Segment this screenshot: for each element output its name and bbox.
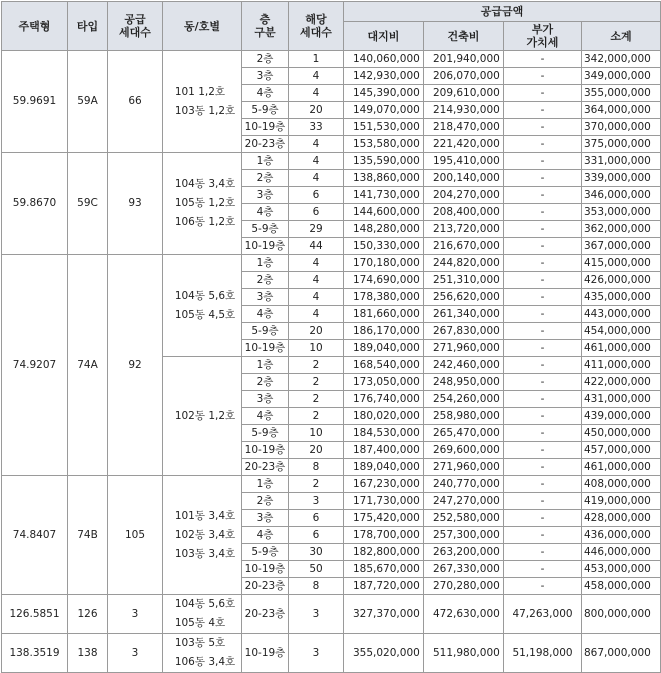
- table-row: [2, 595, 661, 634]
- vat-cell: -: [504, 476, 582, 493]
- header-house-type: 주택형: [2, 2, 68, 51]
- subtotal-cell: 435,000,000: [582, 289, 661, 306]
- land-price-cell: 173,050,000: [344, 374, 424, 391]
- vat-cell: -: [504, 238, 582, 255]
- header-type: 타입: [68, 2, 108, 51]
- building-price-cell: 195,410,000: [424, 153, 504, 170]
- supply-units-cell: 93: [108, 153, 163, 255]
- dong-ho-entry: 105동 4,5호: [174, 308, 236, 321]
- units-cell: 30: [289, 544, 344, 561]
- units-cell: 8: [289, 578, 344, 595]
- house-type-cell: 59.8670: [2, 153, 68, 255]
- floor-cell: 10-19층: [242, 634, 289, 673]
- units-cell: 10: [289, 340, 344, 357]
- supply-units-cell: 3: [108, 634, 163, 673]
- vat-cell: -: [504, 323, 582, 340]
- land-price-cell: 153,580,000: [344, 136, 424, 153]
- units-cell: 2: [289, 391, 344, 408]
- floor-cell: 3층: [242, 510, 289, 527]
- dong-ho-list: [169, 83, 235, 121]
- floor-cell: 2층: [242, 272, 289, 289]
- building-price-cell: 213,720,000: [424, 221, 504, 238]
- land-price-cell: 149,070,000: [344, 102, 424, 119]
- dong-ho-cell: [163, 634, 242, 673]
- units-cell: 6: [289, 204, 344, 221]
- building-price-cell: 208,400,000: [424, 204, 504, 221]
- floor-cell: 2층: [242, 51, 289, 68]
- dong-ho-cell: [163, 357, 242, 476]
- floor-cell: 3층: [242, 391, 289, 408]
- units-cell: 4: [289, 289, 344, 306]
- dong-ho-cell: [163, 595, 242, 634]
- floor-cell: 2층: [242, 493, 289, 510]
- units-cell: 4: [289, 170, 344, 187]
- type-cell: 126: [68, 595, 108, 634]
- dong-ho-entry: 101동 3,4호: [174, 509, 236, 522]
- land-price-cell: 168,540,000: [344, 357, 424, 374]
- subtotal-cell: 408,000,000: [582, 476, 661, 493]
- units-cell: 4: [289, 136, 344, 153]
- floor-cell: 20-23층: [242, 459, 289, 476]
- table-row: [2, 476, 661, 493]
- dong-ho-cell: [163, 476, 242, 595]
- building-price-cell: 270,280,000: [424, 578, 504, 595]
- type-cell: 74A: [68, 255, 108, 476]
- units-cell: 4: [289, 85, 344, 102]
- floor-cell: 1층: [242, 153, 289, 170]
- dong-ho-list: [169, 287, 235, 325]
- dong-ho-entry: 104동 5,6호: [174, 289, 236, 302]
- units-cell: 4: [289, 306, 344, 323]
- subtotal-cell: 411,000,000: [582, 357, 661, 374]
- units-cell: 2: [289, 357, 344, 374]
- land-price-cell: 175,420,000: [344, 510, 424, 527]
- floor-cell: 2층: [242, 170, 289, 187]
- building-price-cell: 247,270,000: [424, 493, 504, 510]
- land-price-cell: 187,400,000: [344, 442, 424, 459]
- land-price-cell: 148,280,000: [344, 221, 424, 238]
- dong-ho-list: [169, 595, 235, 633]
- units-cell: 3: [289, 634, 344, 673]
- vat-cell: 51,198,000: [504, 634, 582, 673]
- subtotal-cell: 349,000,000: [582, 68, 661, 85]
- land-price-cell: 150,330,000: [344, 238, 424, 255]
- building-price-cell: 200,140,000: [424, 170, 504, 187]
- land-price-cell: 185,670,000: [344, 561, 424, 578]
- land-price-cell: 135,590,000: [344, 153, 424, 170]
- building-price-cell: 251,310,000: [424, 272, 504, 289]
- floor-cell: 10-19층: [242, 238, 289, 255]
- building-price-cell: 206,070,000: [424, 68, 504, 85]
- land-price-cell: 142,930,000: [344, 68, 424, 85]
- header-dong-ho: 동/호별: [163, 2, 242, 51]
- building-price-cell: 244,820,000: [424, 255, 504, 272]
- building-price-cell: 216,670,000: [424, 238, 504, 255]
- floor-cell: 1층: [242, 357, 289, 374]
- subtotal-cell: 867,000,000: [582, 634, 661, 673]
- vat-cell: -: [504, 391, 582, 408]
- table-row: [2, 51, 661, 68]
- subtotal-cell: 446,000,000: [582, 544, 661, 561]
- land-price-cell: 151,530,000: [344, 119, 424, 136]
- dong-ho-cell: [163, 51, 242, 153]
- dong-ho-entry: 102동 3,4호: [174, 528, 236, 541]
- land-price-cell: 184,530,000: [344, 425, 424, 442]
- vat-cell: -: [504, 510, 582, 527]
- land-price-cell: 181,660,000: [344, 306, 424, 323]
- subtotal-cell: 362,000,000: [582, 221, 661, 238]
- land-price-cell: 187,720,000: [344, 578, 424, 595]
- dong-ho-entry: 104동 3,4호: [174, 178, 236, 190]
- units-cell: 44: [289, 238, 344, 255]
- land-price-cell: 355,020,000: [344, 634, 424, 673]
- subtotal-cell: 431,000,000: [582, 391, 661, 408]
- house-type-cell: 138.3519: [2, 634, 68, 673]
- units-cell: 29: [289, 221, 344, 238]
- building-price-cell: 267,830,000: [424, 323, 504, 340]
- dong-ho-entry: 106동 3,4호: [174, 656, 236, 668]
- building-price-cell: 271,960,000: [424, 459, 504, 476]
- floor-cell: 5-9층: [242, 323, 289, 340]
- land-price-cell: 141,730,000: [344, 187, 424, 204]
- table-body: [2, 51, 661, 673]
- vat-cell: -: [504, 578, 582, 595]
- floor-cell: 5-9층: [242, 102, 289, 119]
- floor-cell: 10-19층: [242, 561, 289, 578]
- vat-cell: -: [504, 289, 582, 306]
- floor-cell: 3층: [242, 289, 289, 306]
- dong-ho-list: [169, 175, 235, 232]
- building-price-cell: 261,340,000: [424, 306, 504, 323]
- floor-cell: 1층: [242, 255, 289, 272]
- dong-ho-entry: 103동 5호: [174, 637, 226, 649]
- land-price-cell: 145,390,000: [344, 85, 424, 102]
- floor-cell: 10-19층: [242, 119, 289, 136]
- building-price-cell: 256,620,000: [424, 289, 504, 306]
- vat-cell: -: [504, 425, 582, 442]
- building-price-cell: 201,940,000: [424, 51, 504, 68]
- vat-cell: -: [504, 187, 582, 204]
- building-price-cell: 265,470,000: [424, 425, 504, 442]
- building-price-cell: 257,300,000: [424, 527, 504, 544]
- units-cell: 3: [289, 493, 344, 510]
- floor-cell: 10-19층: [242, 442, 289, 459]
- vat-cell: 47,263,000: [504, 595, 582, 634]
- building-price-cell: 472,630,000: [424, 595, 504, 634]
- vat-cell: -: [504, 85, 582, 102]
- vat-cell: -: [504, 544, 582, 561]
- units-cell: 6: [289, 527, 344, 544]
- building-price-cell: 252,580,000: [424, 510, 504, 527]
- vat-cell: -: [504, 493, 582, 510]
- vat-cell: -: [504, 204, 582, 221]
- subtotal-cell: 458,000,000: [582, 578, 661, 595]
- header-units: 해당 세대수: [289, 2, 344, 51]
- type-cell: 74B: [68, 476, 108, 595]
- land-price-cell: 189,040,000: [344, 340, 424, 357]
- subtotal-cell: 457,000,000: [582, 442, 661, 459]
- floor-cell: 10-19층: [242, 340, 289, 357]
- table-row: [2, 255, 661, 272]
- type-cell: 59A: [68, 51, 108, 153]
- units-cell: 2: [289, 408, 344, 425]
- land-price-cell: 182,800,000: [344, 544, 424, 561]
- subtotal-cell: 443,000,000: [582, 306, 661, 323]
- floor-cell: 5-9층: [242, 425, 289, 442]
- header-vat: 부가 가치세: [504, 22, 582, 51]
- subtotal-cell: 353,000,000: [582, 204, 661, 221]
- land-price-cell: 174,690,000: [344, 272, 424, 289]
- supply-units-cell: 92: [108, 255, 163, 476]
- building-price-cell: 269,600,000: [424, 442, 504, 459]
- subtotal-cell: 436,000,000: [582, 527, 661, 544]
- building-price-cell: 511,980,000: [424, 634, 504, 673]
- land-price-cell: 180,020,000: [344, 408, 424, 425]
- vat-cell: -: [504, 442, 582, 459]
- vat-cell: -: [504, 170, 582, 187]
- subtotal-cell: 450,000,000: [582, 425, 661, 442]
- dong-ho-entry: 105동 1,2호: [174, 197, 236, 209]
- land-price-cell: 138,860,000: [344, 170, 424, 187]
- vat-cell: -: [504, 119, 582, 136]
- vat-cell: -: [504, 51, 582, 68]
- building-price-cell: 254,260,000: [424, 391, 504, 408]
- floor-cell: 20-23층: [242, 578, 289, 595]
- floor-cell: 3층: [242, 68, 289, 85]
- supply-price-table: [1, 1, 661, 673]
- floor-cell: 4층: [242, 527, 289, 544]
- floor-cell: 20-23층: [242, 136, 289, 153]
- units-cell: 2: [289, 374, 344, 391]
- subtotal-cell: 331,000,000: [582, 153, 661, 170]
- house-type-cell: 59.9691: [2, 51, 68, 153]
- land-price-cell: 327,370,000: [344, 595, 424, 634]
- land-price-cell: 189,040,000: [344, 459, 424, 476]
- dong-ho-entry: 101 1,2호: [174, 85, 226, 98]
- house-type-cell: 74.9207: [2, 255, 68, 476]
- building-price-cell: 221,420,000: [424, 136, 504, 153]
- units-cell: 20: [289, 102, 344, 119]
- land-price-cell: 170,180,000: [344, 255, 424, 272]
- vat-cell: -: [504, 221, 582, 238]
- units-cell: 4: [289, 153, 344, 170]
- vat-cell: -: [504, 153, 582, 170]
- type-cell: 138: [68, 634, 108, 673]
- units-cell: 4: [289, 255, 344, 272]
- supply-units-cell: 3: [108, 595, 163, 634]
- header-supply-units: 공급 세대수: [108, 2, 163, 51]
- vat-cell: -: [504, 340, 582, 357]
- vat-cell: -: [504, 357, 582, 374]
- units-cell: 4: [289, 68, 344, 85]
- table-row: [2, 634, 661, 673]
- vat-cell: -: [504, 374, 582, 391]
- units-cell: 33: [289, 119, 344, 136]
- floor-cell: 4층: [242, 408, 289, 425]
- supply-units-cell: 105: [108, 476, 163, 595]
- floor-cell: 4층: [242, 85, 289, 102]
- floor-cell: 4층: [242, 306, 289, 323]
- house-type-cell: 74.8407: [2, 476, 68, 595]
- vat-cell: -: [504, 136, 582, 153]
- floor-cell: 5-9층: [242, 544, 289, 561]
- land-price-cell: 178,700,000: [344, 527, 424, 544]
- building-price-cell: 242,460,000: [424, 357, 504, 374]
- dong-ho-list: [169, 507, 235, 564]
- building-price-cell: 267,330,000: [424, 561, 504, 578]
- vat-cell: -: [504, 255, 582, 272]
- units-cell: 50: [289, 561, 344, 578]
- units-cell: 20: [289, 442, 344, 459]
- vat-cell: -: [504, 68, 582, 85]
- units-cell: 6: [289, 187, 344, 204]
- subtotal-cell: 439,000,000: [582, 408, 661, 425]
- land-price-cell: 171,730,000: [344, 493, 424, 510]
- land-price-cell: 140,060,000: [344, 51, 424, 68]
- header-floor-group: 층 구분: [242, 2, 289, 51]
- subtotal-cell: 428,000,000: [582, 510, 661, 527]
- dong-ho-list: [169, 634, 235, 672]
- subtotal-cell: 375,000,000: [582, 136, 661, 153]
- floor-cell: 1층: [242, 476, 289, 493]
- subtotal-cell: 367,000,000: [582, 238, 661, 255]
- building-price-cell: 258,980,000: [424, 408, 504, 425]
- dong-ho-cell: [163, 255, 242, 357]
- subtotal-cell: 364,000,000: [582, 102, 661, 119]
- vat-cell: -: [504, 527, 582, 544]
- vat-cell: -: [504, 102, 582, 119]
- floor-cell: 2층: [242, 374, 289, 391]
- units-cell: 1: [289, 51, 344, 68]
- subtotal-cell: 370,000,000: [582, 119, 661, 136]
- land-price-cell: 176,740,000: [344, 391, 424, 408]
- units-cell: 6: [289, 510, 344, 527]
- units-cell: 20: [289, 323, 344, 340]
- subtotal-cell: 453,000,000: [582, 561, 661, 578]
- supply-units-cell: 66: [108, 51, 163, 153]
- subtotal-cell: 426,000,000: [582, 272, 661, 289]
- dong-ho-entry: 106동 1,2호: [174, 216, 236, 228]
- dong-ho-entry: 104동 5,6호: [174, 598, 236, 610]
- land-price-cell: 144,600,000: [344, 204, 424, 221]
- vat-cell: -: [504, 306, 582, 323]
- table-row: [2, 153, 661, 170]
- units-cell: 4: [289, 272, 344, 289]
- subtotal-cell: 415,000,000: [582, 255, 661, 272]
- land-price-cell: 167,230,000: [344, 476, 424, 493]
- dong-ho-list: [169, 407, 235, 426]
- header-row-top: [2, 2, 661, 22]
- building-price-cell: 263,200,000: [424, 544, 504, 561]
- subtotal-cell: 461,000,000: [582, 340, 661, 357]
- dong-ho-cell: [163, 153, 242, 255]
- building-price-cell: 209,610,000: [424, 85, 504, 102]
- floor-cell: 3층: [242, 187, 289, 204]
- subtotal-cell: 454,000,000: [582, 323, 661, 340]
- units-cell: 8: [289, 459, 344, 476]
- building-price-cell: 240,770,000: [424, 476, 504, 493]
- header-subtotal: 소계: [582, 22, 661, 51]
- building-price-cell: 214,930,000: [424, 102, 504, 119]
- vat-cell: -: [504, 561, 582, 578]
- header-supply-price: 공급금액: [344, 2, 661, 22]
- subtotal-cell: 342,000,000: [582, 51, 661, 68]
- floor-cell: 5-9층: [242, 221, 289, 238]
- type-cell: 59C: [68, 153, 108, 255]
- dong-ho-entry: 103동 3,4호: [174, 547, 236, 560]
- house-type-cell: 126.5851: [2, 595, 68, 634]
- subtotal-cell: 461,000,000: [582, 459, 661, 476]
- units-cell: 2: [289, 476, 344, 493]
- vat-cell: -: [504, 459, 582, 476]
- dong-ho-entry: 105동 4호: [174, 617, 226, 629]
- vat-cell: -: [504, 272, 582, 289]
- subtotal-cell: 422,000,000: [582, 374, 661, 391]
- building-price-cell: 204,270,000: [424, 187, 504, 204]
- land-price-cell: 178,380,000: [344, 289, 424, 306]
- dong-ho-entry: 103동 1,2호: [174, 104, 236, 117]
- units-cell: 3: [289, 595, 344, 634]
- subtotal-cell: 800,000,000: [582, 595, 661, 634]
- building-price-cell: 218,470,000: [424, 119, 504, 136]
- subtotal-cell: 339,000,000: [582, 170, 661, 187]
- building-price-cell: 248,950,000: [424, 374, 504, 391]
- subtotal-cell: 355,000,000: [582, 85, 661, 102]
- floor-cell: 20-23층: [242, 595, 289, 634]
- vat-cell: -: [504, 408, 582, 425]
- dong-ho-entry: 102동 1,2호: [174, 409, 236, 422]
- subtotal-cell: 346,000,000: [582, 187, 661, 204]
- building-price-cell: 271,960,000: [424, 340, 504, 357]
- floor-cell: 4층: [242, 204, 289, 221]
- header-building: 건축비: [424, 22, 504, 51]
- units-cell: 10: [289, 425, 344, 442]
- land-price-cell: 186,170,000: [344, 323, 424, 340]
- subtotal-cell: 419,000,000: [582, 493, 661, 510]
- header-land: 대지비: [344, 22, 424, 51]
